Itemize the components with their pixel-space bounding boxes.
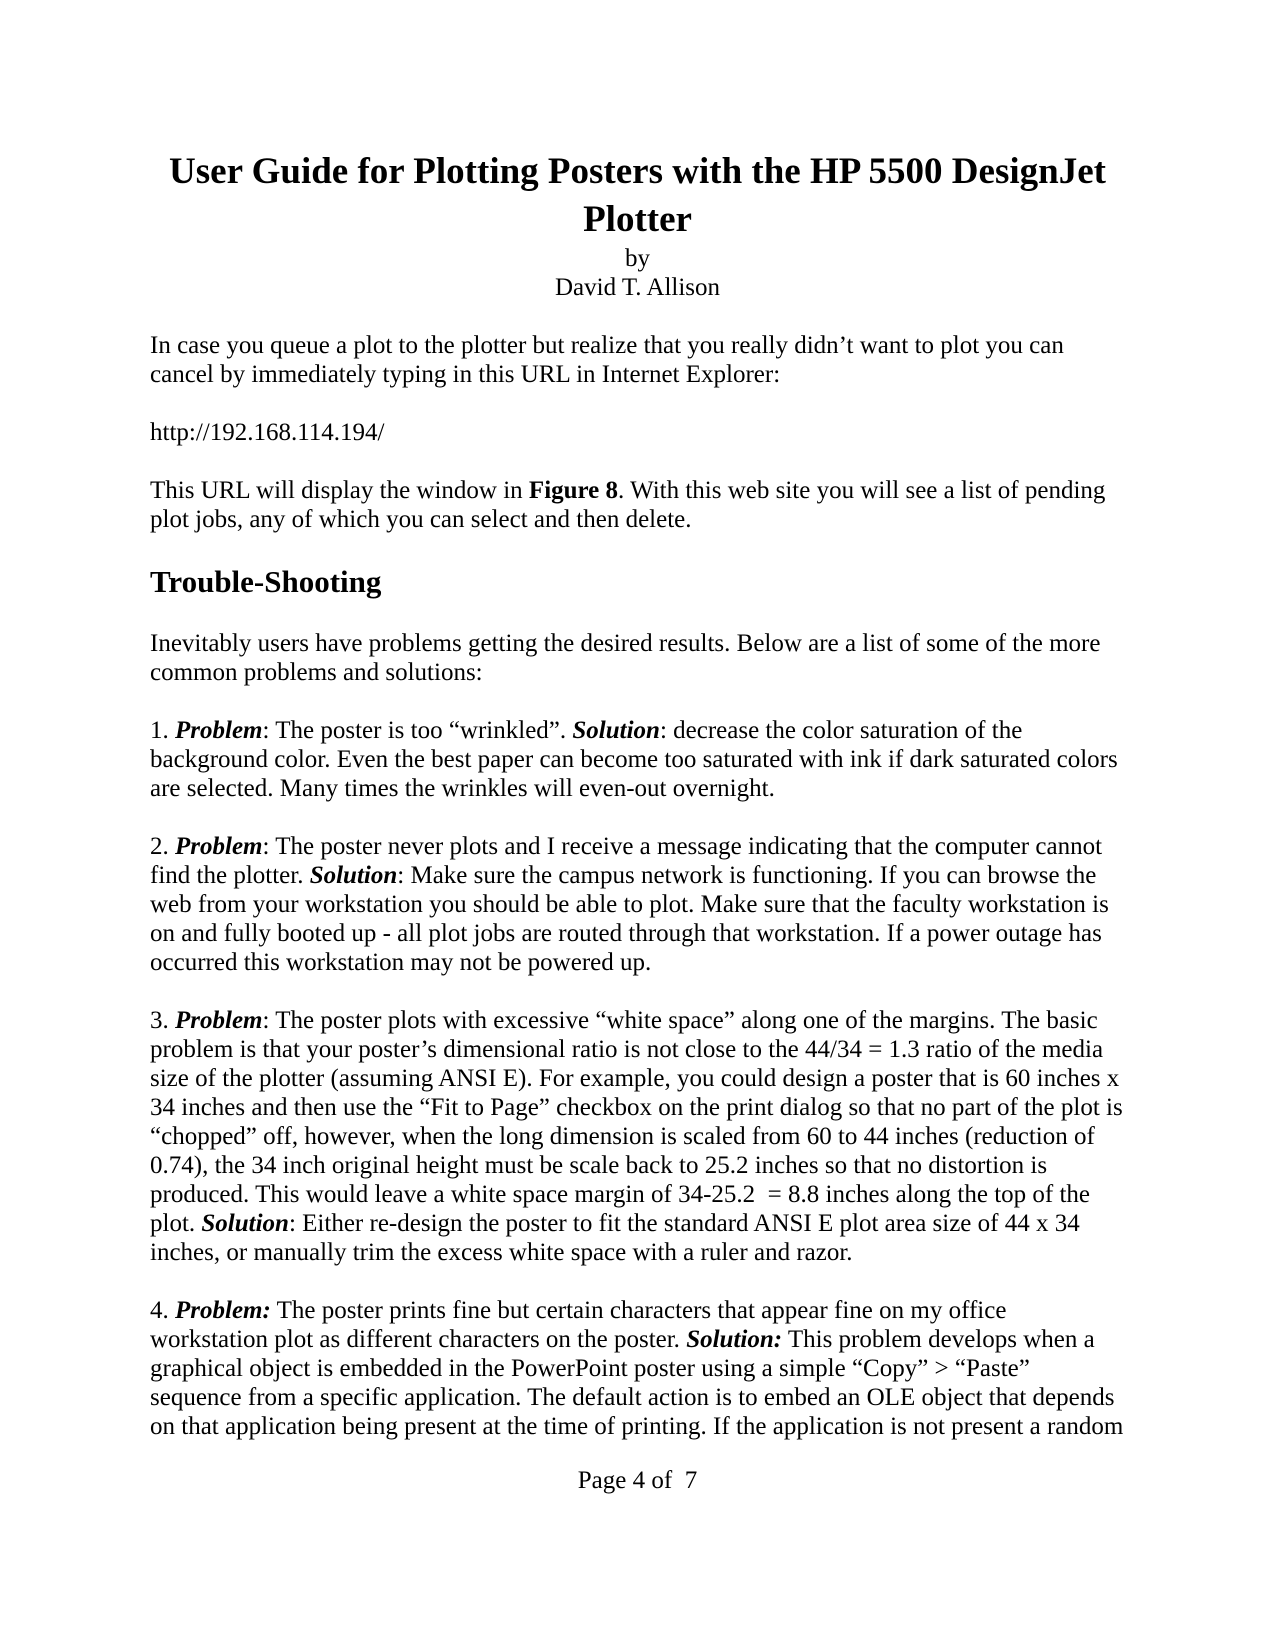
item-number: 1. bbox=[150, 717, 175, 744]
problem-label: Problem: bbox=[175, 1297, 271, 1324]
problem-item-4 bbox=[150, 1296, 1125, 1441]
document-content bbox=[150, 148, 1129, 1441]
problem-item-3 bbox=[150, 1006, 1129, 1267]
problem-item-1 bbox=[150, 716, 1125, 803]
problem-text: The poster prints fine but certain characters that appear fine on my office workstation plot as different characters on the poster. bbox=[150, 1297, 1013, 1353]
item-number: 4. bbox=[150, 1297, 175, 1324]
document-title: User Guide for Plotting Posters with the HP 5500 DesignJet Plotter bbox=[169, 151, 1116, 240]
troubleshooting-lead: Inevitably users have problems getting the desired results. Below are a list of some of the more common problems and solutions: bbox=[150, 630, 1107, 686]
intro-paragraph: In case you queue a plot to the plotter but realize that you really didn’t want to plot you can cancel by immediately typing in this URL in Internet Explorer: bbox=[150, 332, 1071, 388]
solution-text: : decrease the color saturation of the background color. Even the best paper can become too saturated with ink if dark saturated colors are selected. Many times the wrinkles will even-out overnight. bbox=[150, 717, 1124, 802]
solution-label: Solution bbox=[201, 1210, 289, 1237]
author: David T. Allison bbox=[554, 274, 721, 301]
solution-text: : Either re-design the poster to fit the standard ANSI E plot area size of 44 x 34 inches, or manually trim the excess white space with a ruler and razor. bbox=[150, 1210, 1086, 1266]
problem-label: Problem bbox=[175, 1007, 263, 1034]
byline: by bbox=[625, 245, 650, 272]
page-number-footer: Page 4 of 7 bbox=[577, 1467, 698, 1494]
figure-reference-paragraph bbox=[150, 476, 1125, 534]
problem-text: : The poster plots with excessive “white space” along one of the margins. The basic problem is that your poster’s dimensional ratio is not close to the 44/34 = 1.3 ratio of the media size of the plotter (assuming ANSI E). For example, you could design a poster that is 60 inches x 34 inches and then use the “Fit to Page” checkbox on the print dialog so that no part of the plot is “chopped” off, however, when the long dimension is scaled from 60 to 44 inches (reduction of 0.74), the 34 inch original height must be scale back to 25.2 inches so that no distortion is produced. This would leave a white space margin of 34-25.2 = 8.8 inches along the top of the plot. bbox=[150, 1007, 1129, 1237]
figure-8-reference: Figure 8 bbox=[528, 477, 619, 504]
figure-paragraph-text-after: . With this web site you will see a list of pending plot jobs, any of which you can select and then delete. bbox=[150, 477, 1112, 533]
plotter-url-text: http://192.168.114.194/ bbox=[150, 419, 385, 446]
solution-text: : Make sure the campus network is functioning. If you can browse the web from your workstation you should be able to plot. Make sure that the faculty workstation is on and fully booted up - all plot jobs are routed through that workstation. If a power outage has occurred this workstation may not be powered up. bbox=[150, 862, 1116, 976]
item-number: 2. bbox=[150, 833, 175, 860]
problem-text: : The poster is too “wrinkled”. bbox=[262, 717, 573, 744]
figure-paragraph-text-before: This URL will display the window in bbox=[150, 477, 529, 504]
solution-label: Solution bbox=[572, 717, 660, 744]
problem-item-2 bbox=[150, 832, 1125, 977]
solution-label: Solution: bbox=[686, 1326, 783, 1353]
troubleshooting-heading: Trouble-Shooting bbox=[150, 564, 382, 599]
problem-label: Problem bbox=[175, 833, 263, 860]
problem-text: : The poster never plots and I receive a message indicating that the computer cannot find the plotter. bbox=[150, 833, 1109, 889]
problem-label: Problem bbox=[175, 717, 263, 744]
solution-text: This problem develops when a graphical object is embedded in the PowerPoint poster using a simple “Copy” > “Paste” sequence from a specific application. The default action is to embed an OLE object that depends on that application being present at the time of printing. If the application is not present a random bbox=[150, 1326, 1124, 1440]
solution-label: Solution bbox=[309, 862, 398, 889]
item-number: 3. bbox=[150, 1007, 175, 1034]
